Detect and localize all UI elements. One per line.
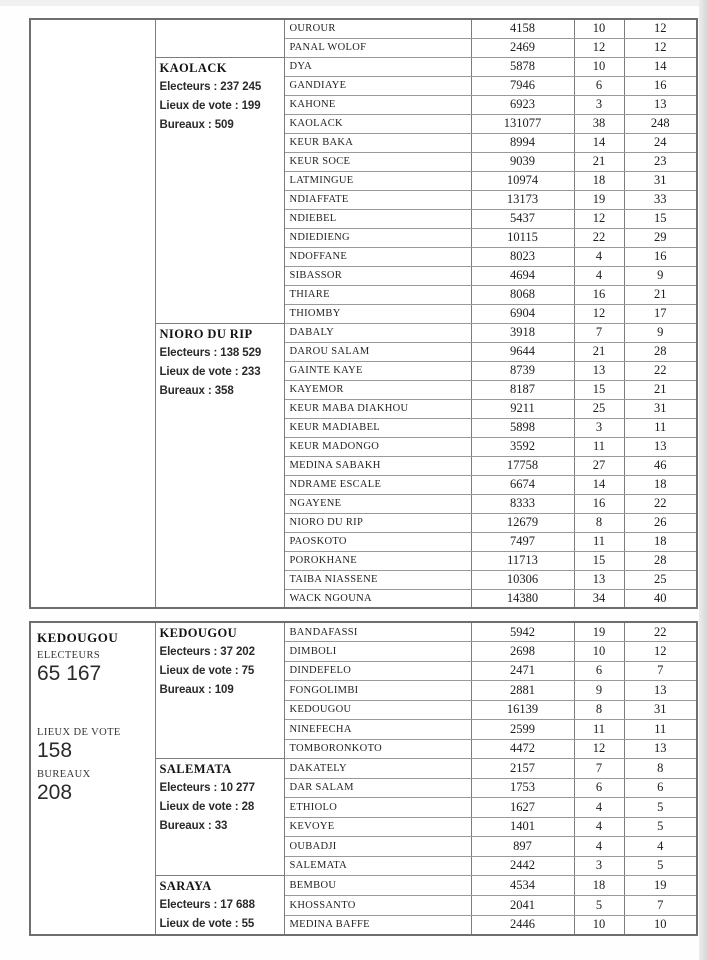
electeurs-cell: 12679 xyxy=(471,513,574,532)
region-stat-value: 208 xyxy=(37,781,73,804)
department-name: SARAYA xyxy=(159,879,212,893)
department-cell xyxy=(155,876,284,936)
lieux-de-vote-cell: 10 xyxy=(574,642,624,662)
bureaux-cell: 18 xyxy=(624,532,697,551)
bureaux-cell: 11 xyxy=(624,418,697,437)
department-cell xyxy=(155,759,284,876)
commune-cell: DABALY xyxy=(284,323,471,342)
bureaux-cell: 13 xyxy=(624,437,697,456)
commune-cell: OUBADJI xyxy=(284,837,471,857)
electeurs-cell: 1627 xyxy=(471,798,574,818)
electeurs-cell: 2446 xyxy=(471,915,574,935)
electeurs-cell: 13173 xyxy=(471,190,574,209)
commune-cell: SALEMATA xyxy=(284,856,471,876)
commune-cell: MEDINA SABAKH xyxy=(284,456,471,475)
department-name: KEDOUGOU xyxy=(159,626,238,640)
commune-cell: NDOFFANE xyxy=(284,247,471,266)
lieux-de-vote-cell: 14 xyxy=(574,133,624,152)
region-name: KEDOUGOU xyxy=(37,630,119,645)
electeurs-cell: 5942 xyxy=(471,622,574,642)
table-kedougou xyxy=(29,621,698,936)
bureaux-cell: 6 xyxy=(624,778,697,798)
electeurs-cell: 2698 xyxy=(471,642,574,662)
scan-edge-top xyxy=(0,0,708,6)
electeurs-cell: 3592 xyxy=(471,437,574,456)
lieux-de-vote-cell: 12 xyxy=(574,304,624,323)
commune-cell: MEDINA BAFFE xyxy=(284,915,471,935)
lieux-de-vote-cell: 8 xyxy=(574,700,624,720)
bureaux-cell: 7 xyxy=(624,661,697,681)
lieux-de-vote-cell: 11 xyxy=(574,532,624,551)
lieux-de-vote-cell: 34 xyxy=(574,589,624,608)
table-row xyxy=(30,19,697,38)
lieux-de-vote-cell: 4 xyxy=(574,837,624,857)
bureaux-cell: 4 xyxy=(624,837,697,857)
bureaux-cell: 28 xyxy=(624,342,697,361)
lieux-de-vote-cell: 10 xyxy=(574,57,624,76)
electeurs-cell: 4534 xyxy=(471,876,574,896)
commune-cell: GAINTE KAYE xyxy=(284,361,471,380)
table-kaolack xyxy=(29,18,698,609)
lieux-de-vote-cell: 19 xyxy=(574,190,624,209)
lieux-de-vote-cell: 4 xyxy=(574,798,624,818)
bureaux-cell: 40 xyxy=(624,589,697,608)
bureaux-cell: 16 xyxy=(624,247,697,266)
bureaux-cell: 12 xyxy=(624,642,697,662)
electeurs-cell: 4472 xyxy=(471,739,574,759)
electeurs-cell: 8994 xyxy=(471,133,574,152)
commune-cell: KAOLACK xyxy=(284,114,471,133)
lieux-de-vote-cell: 19 xyxy=(574,622,624,642)
department-stat: Electeurs : 37 202 xyxy=(159,646,255,658)
department-name: SALEMATA xyxy=(159,762,232,776)
commune-cell: KEDOUGOU xyxy=(284,700,471,720)
bureaux-cell: 19 xyxy=(624,876,697,896)
commune-cell: NIORO DU RIP xyxy=(284,513,471,532)
lieux-de-vote-cell: 6 xyxy=(574,778,624,798)
electeurs-cell: 10306 xyxy=(471,570,574,589)
commune-cell: NINEFECHA xyxy=(284,720,471,740)
lieux-de-vote-cell: 10 xyxy=(574,915,624,935)
commune-cell: KHOSSANTO xyxy=(284,895,471,915)
commune-cell: TOMBORONKOTO xyxy=(284,739,471,759)
commune-cell: KEUR SOCE xyxy=(284,152,471,171)
bureaux-cell: 26 xyxy=(624,513,697,532)
commune-cell: DINDEFELO xyxy=(284,661,471,681)
lieux-de-vote-cell: 3 xyxy=(574,418,624,437)
commune-cell: BEMBOU xyxy=(284,876,471,896)
electeurs-cell: 5878 xyxy=(471,57,574,76)
electeurs-cell: 2041 xyxy=(471,895,574,915)
bureaux-cell: 12 xyxy=(624,19,697,38)
lieux-de-vote-cell: 18 xyxy=(574,876,624,896)
department-name: NIORO DU RIP xyxy=(159,326,253,341)
commune-cell: GANDIAYE xyxy=(284,76,471,95)
lieux-de-vote-cell: 16 xyxy=(574,494,624,513)
lieux-de-vote-cell: 6 xyxy=(574,661,624,681)
department-stat: Bureaux : 509 xyxy=(159,118,234,131)
bureaux-cell: 25 xyxy=(624,570,697,589)
bureaux-cell: 14 xyxy=(624,57,697,76)
bureaux-cell: 29 xyxy=(624,228,697,247)
lieux-de-vote-cell: 22 xyxy=(574,228,624,247)
lieux-de-vote-cell: 4 xyxy=(574,247,624,266)
lieux-de-vote-cell: 15 xyxy=(574,551,624,570)
commune-cell: LATMINGUE xyxy=(284,171,471,190)
bureaux-cell: 21 xyxy=(624,285,697,304)
electeurs-cell: 14380 xyxy=(471,589,574,608)
bureaux-cell: 10 xyxy=(624,915,697,935)
electeurs-cell: 17758 xyxy=(471,456,574,475)
bureaux-cell: 21 xyxy=(624,380,697,399)
region-stat-label: ELECTEURS xyxy=(37,650,101,661)
lieux-de-vote-cell: 12 xyxy=(574,739,624,759)
department-name: KAOLACK xyxy=(159,60,227,75)
commune-cell: DIMBOLI xyxy=(284,642,471,662)
electeurs-cell: 8023 xyxy=(471,247,574,266)
electeurs-cell: 16139 xyxy=(471,700,574,720)
commune-cell: THIOMBY xyxy=(284,304,471,323)
commune-cell: KEUR MADONGO xyxy=(284,437,471,456)
bureaux-cell: 28 xyxy=(624,551,697,570)
bureaux-cell: 22 xyxy=(624,494,697,513)
department-stat: Bureaux : 358 xyxy=(159,384,234,397)
department-cell xyxy=(155,622,284,759)
department-stat: Electeurs : 138 529 xyxy=(159,346,262,359)
electeurs-cell: 5437 xyxy=(471,209,574,228)
lieux-de-vote-cell: 5 xyxy=(574,895,624,915)
lieux-de-vote-cell: 10 xyxy=(574,19,624,38)
bureaux-cell: 13 xyxy=(624,95,697,114)
lieux-de-vote-cell: 3 xyxy=(574,95,624,114)
region-cell xyxy=(30,19,155,608)
lieux-de-vote-cell: 11 xyxy=(574,720,624,740)
bureaux-cell: 17 xyxy=(624,304,697,323)
table-row xyxy=(30,622,697,642)
bureaux-cell: 18 xyxy=(624,475,697,494)
lieux-de-vote-cell: 38 xyxy=(574,114,624,133)
electeurs-cell: 10115 xyxy=(471,228,574,247)
bureaux-cell: 23 xyxy=(624,152,697,171)
electeurs-cell: 6904 xyxy=(471,304,574,323)
commune-cell: PANAL WOLOF xyxy=(284,38,471,57)
bureaux-cell: 46 xyxy=(624,456,697,475)
commune-cell: KEUR MABA DIAKHOU xyxy=(284,399,471,418)
electeurs-cell: 7946 xyxy=(471,76,574,95)
commune-cell: NDRAME ESCALE xyxy=(284,475,471,494)
electeurs-cell: 5898 xyxy=(471,418,574,437)
electeurs-cell: 3918 xyxy=(471,323,574,342)
commune-cell: KEVOYE xyxy=(284,817,471,837)
electeurs-cell: 8739 xyxy=(471,361,574,380)
bureaux-cell: 7 xyxy=(624,895,697,915)
electeurs-cell: 8187 xyxy=(471,380,574,399)
electeurs-cell: 1401 xyxy=(471,817,574,837)
region-stat-value: 65 167 xyxy=(37,662,102,685)
bureaux-cell: 8 xyxy=(624,759,697,779)
lieux-de-vote-cell: 6 xyxy=(574,76,624,95)
lieux-de-vote-cell: 21 xyxy=(574,342,624,361)
department-stat: Bureaux : 109 xyxy=(159,684,234,696)
lieux-de-vote-cell: 12 xyxy=(574,38,624,57)
electeurs-cell: 9039 xyxy=(471,152,574,171)
bureaux-cell: 24 xyxy=(624,133,697,152)
electeurs-cell: 2599 xyxy=(471,720,574,740)
bureaux-cell: 13 xyxy=(624,681,697,701)
electeurs-cell: 2157 xyxy=(471,759,574,779)
electeurs-cell: 7497 xyxy=(471,532,574,551)
commune-cell: OUROUR xyxy=(284,19,471,38)
lieux-de-vote-cell: 21 xyxy=(574,152,624,171)
lieux-de-vote-cell: 16 xyxy=(574,285,624,304)
commune-cell: BANDAFASSI xyxy=(284,622,471,642)
lieux-de-vote-cell: 15 xyxy=(574,380,624,399)
department-stat: Electeurs : 17 688 xyxy=(159,899,255,911)
bureaux-cell: 12 xyxy=(624,38,697,57)
commune-cell: NDIEDIENG xyxy=(284,228,471,247)
electeurs-cell: 4694 xyxy=(471,266,574,285)
lieux-de-vote-cell: 13 xyxy=(574,361,624,380)
department-stat: Lieux de vote : 55 xyxy=(159,918,255,930)
bureaux-cell: 31 xyxy=(624,399,697,418)
commune-cell: TAIBA NIASSENE xyxy=(284,570,471,589)
lieux-de-vote-cell: 7 xyxy=(574,759,624,779)
lieux-de-vote-cell: 9 xyxy=(574,681,624,701)
electeurs-cell: 1753 xyxy=(471,778,574,798)
lieux-de-vote-cell: 18 xyxy=(574,171,624,190)
lieux-de-vote-cell: 8 xyxy=(574,513,624,532)
bureaux-cell: 22 xyxy=(624,361,697,380)
bureaux-cell: 11 xyxy=(624,720,697,740)
bureaux-cell: 9 xyxy=(624,266,697,285)
lieux-de-vote-cell: 27 xyxy=(574,456,624,475)
electeurs-cell: 897 xyxy=(471,837,574,857)
bureaux-cell: 16 xyxy=(624,76,697,95)
bureaux-cell: 248 xyxy=(624,114,697,133)
commune-cell: THIARE xyxy=(284,285,471,304)
lieux-de-vote-cell: 12 xyxy=(574,209,624,228)
department-stat: Lieux de vote : 28 xyxy=(159,801,255,813)
commune-cell: DAROU SALAM xyxy=(284,342,471,361)
region-stat-label: BUREAUX xyxy=(37,769,91,780)
lieux-de-vote-cell: 4 xyxy=(574,817,624,837)
department-stat: Lieux de vote : 199 xyxy=(159,99,261,112)
department-stat: Lieux de vote : 75 xyxy=(159,665,255,677)
electeurs-cell: 10974 xyxy=(471,171,574,190)
bureaux-cell: 13 xyxy=(624,739,697,759)
electeurs-cell: 2442 xyxy=(471,856,574,876)
commune-cell: NDIEBEL xyxy=(284,209,471,228)
department-stat: Electeurs : 10 277 xyxy=(159,782,255,794)
commune-cell: DYA xyxy=(284,57,471,76)
region-cell xyxy=(30,622,155,935)
department-stat: Bureaux : 33 xyxy=(159,820,228,832)
electeurs-cell: 2471 xyxy=(471,661,574,681)
bureaux-cell: 9 xyxy=(624,323,697,342)
bureaux-cell: 31 xyxy=(624,171,697,190)
commune-cell: PAOSKOTO xyxy=(284,532,471,551)
lieux-de-vote-cell: 25 xyxy=(574,399,624,418)
commune-cell: KAYEMOR xyxy=(284,380,471,399)
commune-cell: NDIAFFATE xyxy=(284,190,471,209)
electeurs-cell: 6674 xyxy=(471,475,574,494)
electeurs-cell: 8333 xyxy=(471,494,574,513)
region-stat-label: LIEUX DE VOTE xyxy=(37,727,121,738)
scan-edge-right xyxy=(699,0,708,960)
bureaux-cell: 33 xyxy=(624,190,697,209)
bureaux-cell: 15 xyxy=(624,209,697,228)
electeurs-cell: 4158 xyxy=(471,19,574,38)
commune-cell: WACK NGOUNA xyxy=(284,589,471,608)
commune-cell: POROKHANE xyxy=(284,551,471,570)
commune-cell: ETHIOLO xyxy=(284,798,471,818)
commune-cell: KEUR BAKA xyxy=(284,133,471,152)
region-stat-value: 158 xyxy=(37,739,73,762)
electeurs-cell: 11713 xyxy=(471,551,574,570)
bureaux-cell: 5 xyxy=(624,856,697,876)
commune-cell: SIBASSOR xyxy=(284,266,471,285)
lieux-de-vote-cell: 11 xyxy=(574,437,624,456)
electeurs-cell: 9211 xyxy=(471,399,574,418)
commune-cell: DAR SALAM xyxy=(284,778,471,798)
commune-cell: FONGOLIMBI xyxy=(284,681,471,701)
electeurs-cell: 131077 xyxy=(471,114,574,133)
electeurs-cell: 2469 xyxy=(471,38,574,57)
lieux-de-vote-cell: 7 xyxy=(574,323,624,342)
bureaux-cell: 22 xyxy=(624,622,697,642)
bureaux-cell: 5 xyxy=(624,817,697,837)
department-stat: Electeurs : 237 245 xyxy=(159,80,262,93)
electeurs-cell: 8068 xyxy=(471,285,574,304)
department-cell xyxy=(155,323,284,608)
bureaux-cell: 5 xyxy=(624,798,697,818)
commune-cell: DAKATELY xyxy=(284,759,471,779)
department-stat: Lieux de vote : 233 xyxy=(159,365,261,378)
electeurs-cell: 2881 xyxy=(471,681,574,701)
lieux-de-vote-cell: 13 xyxy=(574,570,624,589)
electeurs-cell: 6923 xyxy=(471,95,574,114)
lieux-de-vote-cell: 3 xyxy=(574,856,624,876)
lieux-de-vote-cell: 4 xyxy=(574,266,624,285)
electeurs-cell: 9644 xyxy=(471,342,574,361)
commune-cell: KAHONE xyxy=(284,95,471,114)
commune-cell: NGAYENE xyxy=(284,494,471,513)
lieux-de-vote-cell: 14 xyxy=(574,475,624,494)
bureaux-cell: 31 xyxy=(624,700,697,720)
department-cell xyxy=(155,57,284,323)
commune-cell: KEUR MADIABEL xyxy=(284,418,471,437)
department-cell xyxy=(155,19,284,57)
